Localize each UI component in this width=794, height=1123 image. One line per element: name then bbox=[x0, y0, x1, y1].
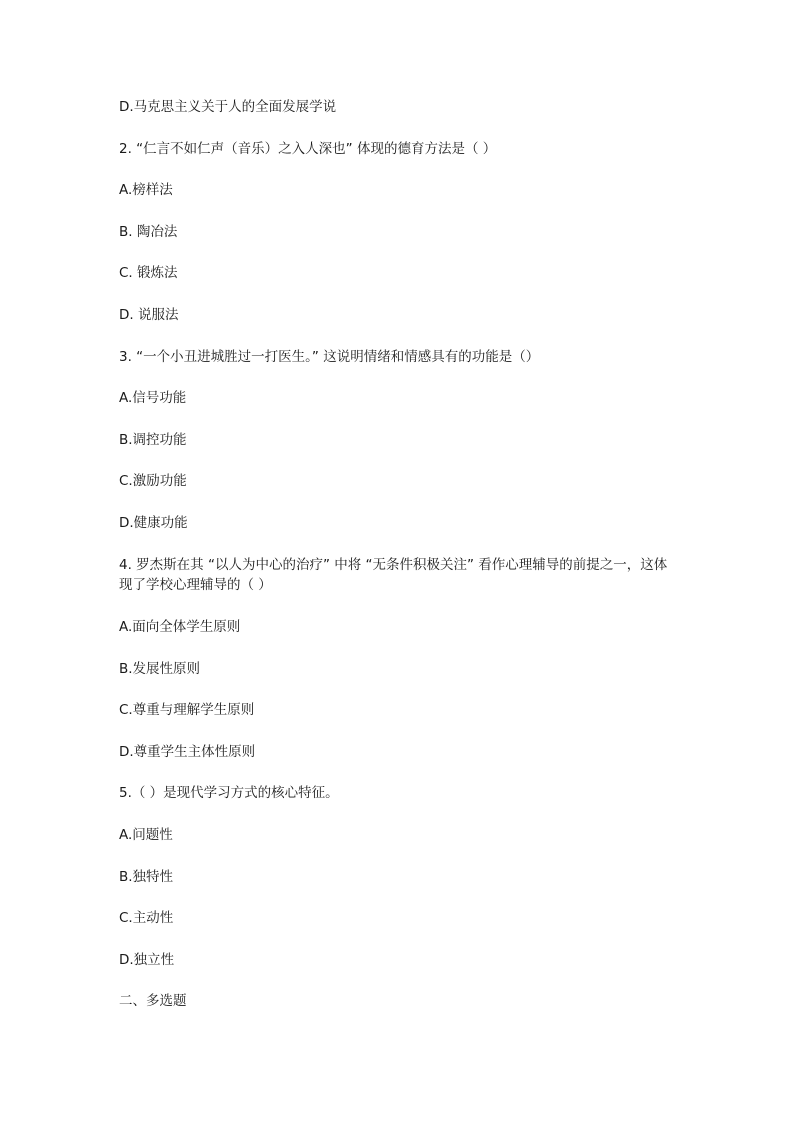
option-d-q4: D.尊重学生主体性原则 bbox=[119, 744, 256, 760]
option-d-q1: D.马克思主义关于人的全面发展学说 bbox=[119, 99, 337, 115]
option-b-q5: B.独特性 bbox=[119, 869, 174, 885]
option-a-q4: A.面向全体学生原则 bbox=[119, 619, 241, 635]
section-heading-multiple-choice: 二、多选题 bbox=[119, 993, 187, 1009]
option-a-q3: A.信号功能 bbox=[119, 390, 187, 406]
option-d-q2: D. 说服法 bbox=[119, 307, 179, 323]
option-c-q4: C.尊重与理解学生原则 bbox=[119, 702, 255, 718]
option-a-q5: A.问题性 bbox=[119, 827, 173, 843]
question-5: 5.（ ）是现代学习方式的核心特征。 bbox=[119, 785, 339, 801]
option-b-q3: B.调控功能 bbox=[119, 432, 187, 448]
question-4: 4. 罗杰斯在其 “以人为中心的治疗” 中将 “无条件积极关注” 看作心理辅导的前提之一，这体现了学校心理辅导的（ ） bbox=[119, 557, 668, 593]
option-a-q2: A.榜样法 bbox=[119, 182, 173, 198]
option-d-q3: D.健康功能 bbox=[119, 515, 188, 531]
option-b-q4: B.发展性原则 bbox=[119, 661, 201, 677]
option-b-q2: B. 陶冶法 bbox=[119, 224, 178, 240]
question-3: 3. “一个小丑进城胜过一打医生。” 这说明情绪和情感具有的功能是（） bbox=[119, 349, 540, 365]
option-d-q5: D.独立性 bbox=[119, 952, 175, 968]
option-c-q3: C.激励功能 bbox=[119, 473, 187, 489]
question-2: 2. “仁言不如仁声（音乐）之入人深也” 体现的德育方法是（ ） bbox=[119, 141, 497, 157]
option-c-q5: C.主动性 bbox=[119, 910, 174, 926]
option-c-q2: C. 锻炼法 bbox=[119, 265, 178, 281]
